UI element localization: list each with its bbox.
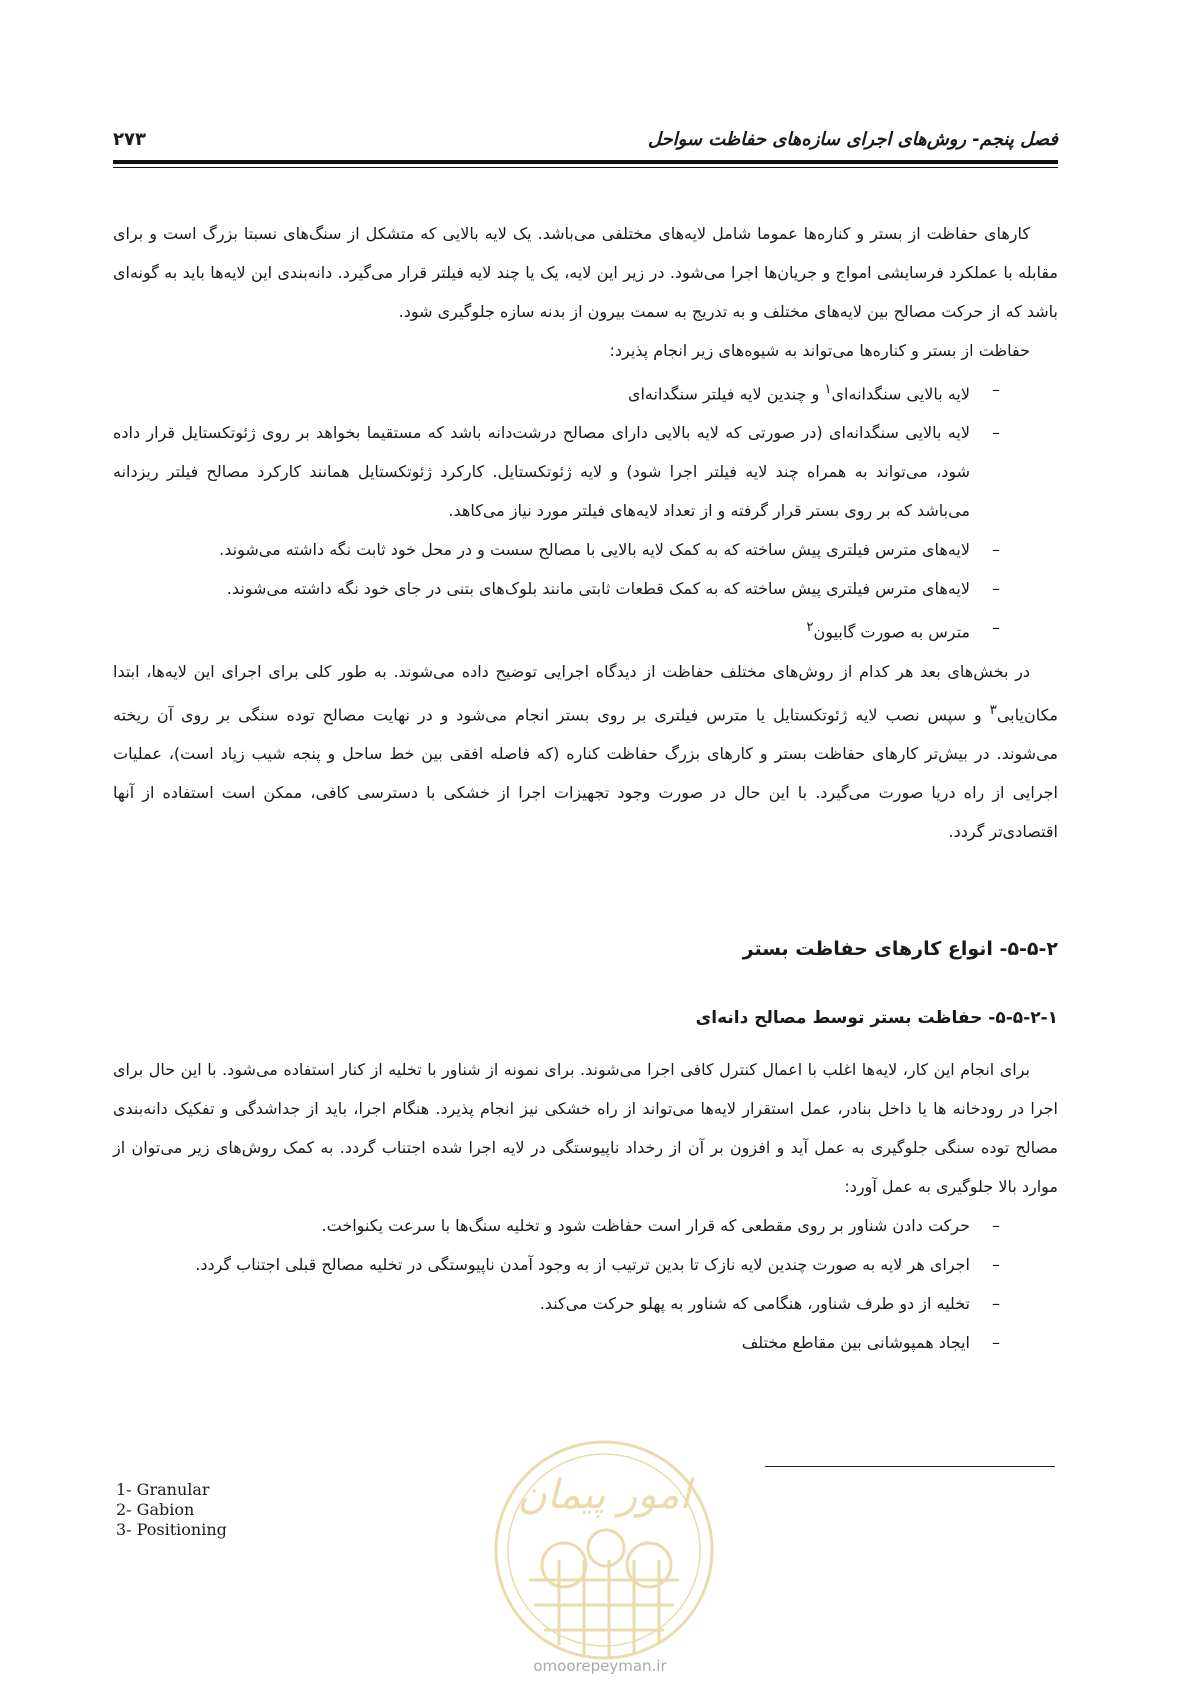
footnote-ref: ۱ — [824, 382, 832, 397]
header-rule-thin — [113, 167, 1058, 168]
list-item — [113, 1245, 1058, 1284]
list-item-text: لایه بالایی سنگدانه‌ای (در صورتی که لایه بالایی دارای مصالح درشت‌دانه باشد که مستقیما بخواهد بر روی ژئوتکستایل قرار داده شود، می‌تواند به همراه چند لایه فیلتر اجرا شود) و لایه ژئوتکستایل. کارکرد ژئوتکستایل همانند کارکرد مصالح فیلتر ریزدانه می‌باشد که بر روی بستر قرار گرفته و از تعداد لایه‌های فیلتر مورد نیاز می‌کاهد. — [113, 423, 970, 521]
page-number: ۲۷۳ — [113, 128, 146, 150]
footnote-ref: ۲ — [806, 620, 814, 636]
watermark-text: امور پیمان — [517, 1472, 691, 1518]
footnote: 2- Gabion — [116, 1500, 195, 1519]
chapter-title: فصل پنجم- روش‌های اجرای سازه‌های حفاظت سواحل — [647, 128, 1058, 150]
subsection-paragraph: برای انجام این کار، لایه‌ها اغلب با اعمال کنترل کافی اجرا می‌شوند. برای نمونه از شناور با تخلیه از کنار استفاده می‌شود. با این حال برای اجرا در رودخانه ها یا داخل بنادر، عمل استقرار لایه‌ها می‌تواند از راه خشکی نیز انجام پذیرد. هنگام اجرا، باید از جداشدگی و تفکیک دانه‌بندی مصالح توده سنگی جلوگیری به عمل آید و افزون بر آن از رخداد ناپیوستگی در لایه اجرا شده اجتناب گردد. به کمک روش‌های زیر می‌توان از موارد بالا جلوگیری به عمل آورد: — [113, 1060, 1058, 1196]
subsection-number: ۵-۵-۲-۱- — [988, 1008, 1058, 1028]
list-item — [113, 1206, 1058, 1245]
dash-marker: – — [992, 618, 1000, 638]
header-rule-thick — [113, 160, 1058, 164]
list-item — [113, 1284, 1058, 1323]
list-item — [113, 370, 1058, 413]
footnote-ref: ۳ — [989, 702, 997, 718]
section-title: انواع کارهای حفاظت بستر — [742, 938, 993, 960]
list-item-text: لایه‌های مترس فیلتری پیش ساخته که به کمک قطعات ثابتی مانند بلوک‌های بتنی در جای خود نگه داشته می‌شوند. — [226, 579, 970, 599]
subsection-title: حفاظت بستر توسط مصالح دانه‌ای — [695, 1008, 983, 1028]
intro-paragraph-3 — [113, 652, 1058, 851]
footnote: 1- Granular — [116, 1480, 210, 1499]
list-item — [113, 530, 1058, 569]
watermark-logo-icon — [489, 1430, 719, 1670]
list-item — [113, 608, 1058, 651]
dash-marker: – — [992, 540, 1000, 560]
list-item-text: لایه‌های مترس فیلتری پیش ساخته که به کمک لایه بالایی با مصالح سست و در محل خود ثابت نگه داشته می‌شوند. — [219, 540, 970, 560]
section-number: ۵-۵-۲- — [999, 938, 1058, 960]
intro-paragraph-2: حفاظت از بستر و کناره‌ها می‌تواند به شیوه‌های زیر انجام پذیرد: — [609, 341, 1030, 360]
list-item-text: تخلیه از دو طرف شناور، هنگامی که شناور به پهلو حرکت می‌کند. — [539, 1294, 970, 1313]
list-item-text: ایجاد همپوشانی بین مقاطع مختلف — [741, 1333, 970, 1352]
granular-methods-list — [113, 1206, 1058, 1362]
footnotes — [116, 1480, 227, 1540]
subsection-block — [113, 1050, 1058, 1362]
dash-marker: – — [992, 423, 1000, 443]
list-item-text: مترس به صورت گابیون — [813, 622, 970, 642]
protection-methods-list — [113, 370, 1058, 652]
dash-marker: – — [992, 1333, 1000, 1352]
dash-marker: – — [992, 380, 1000, 399]
dash-marker: – — [992, 1294, 1000, 1313]
dash-marker: – — [992, 579, 1000, 599]
list-item — [113, 569, 1058, 608]
list-item — [113, 413, 1058, 530]
paragraph-text: و سپس نصب لایه ژئوتکستایل یا مترس فیلتری بر روی بستر انجام می‌شود و در نهایت مصالح توده سنگی بر روی آن ریخته می‌شوند. در بیش‌تر کارهای حفاظت بستر و کارهای بزرگ حفاظت کناره (که فاصله افقی بین خط ساحل و پنجه شیب زیاد است)، عملیات اجرایی از راه دریا صورت می‌گیرد. با این حال در صورت وجود تجهیزات اجرا از خشکی با دسترسی کافی، ممکن است استفاده از آنها اقتصادی‌تر گردد. — [113, 704, 1058, 841]
dash-marker: – — [992, 1216, 1000, 1235]
footnote-separator — [765, 1466, 1055, 1467]
running-header — [113, 122, 1058, 156]
footnote: 3- Positioning — [116, 1520, 227, 1539]
section-heading — [743, 938, 1058, 960]
intro-block — [113, 214, 1058, 851]
intro-paragraph-1: کارهای حفاظت از بستر و کناره‌ها عموما شامل لایه‌های مختلفی می‌باشد. یک لایه بالایی که متشکل از سنگ‌های نسبتا بزرگ است و برای مقابله با عملکرد فرسایشی امواج و جریان‌ها اجرا می‌شود. در زیر این لایه، یک یا چند لایه فیلتر قرار می‌گیرد. دانه‌بندی این لایه‌ها باید به گونه‌ای باشد که از حرکت مصالح بین لایه‌های مختلف و به تدریج به سمت بیرون از بدنه سازه جلوگیری شود. — [113, 224, 1058, 321]
dash-marker: – — [992, 1255, 1000, 1274]
list-item-text: و چندین لایه فیلتر سنگدانه‌ای — [627, 384, 825, 404]
list-item-text: اجرای هر لایه به صورت چندین لایه نازک تا بدین ترتیب از به وجود آمدن ناپیوستگی در تخلیه مصالح قبلی اجتناب گردد. — [195, 1255, 970, 1274]
subsection-heading — [696, 1008, 1058, 1028]
list-item-text: لایه بالایی سنگدانه‌ای — [831, 384, 970, 404]
paragraph-text: در بخش‌های بعد هر کدام از روش‌های مختلف حفاظت از دیدگاه اجرایی توضیح داده می‌شوند. به طور کلی برای اجرای این لایه‌ها، ابتدا مکان‌یابی — [113, 661, 1058, 724]
list-item — [113, 1323, 1058, 1362]
list-item-text: حرکت دادن شناور بر روی مقطعی که قرار است حفاظت شود و تخلیه سنگ‌ها با سرعت یکنواخت. — [321, 1216, 970, 1235]
watermark-url: omoorepeyman.ir — [533, 1657, 667, 1675]
